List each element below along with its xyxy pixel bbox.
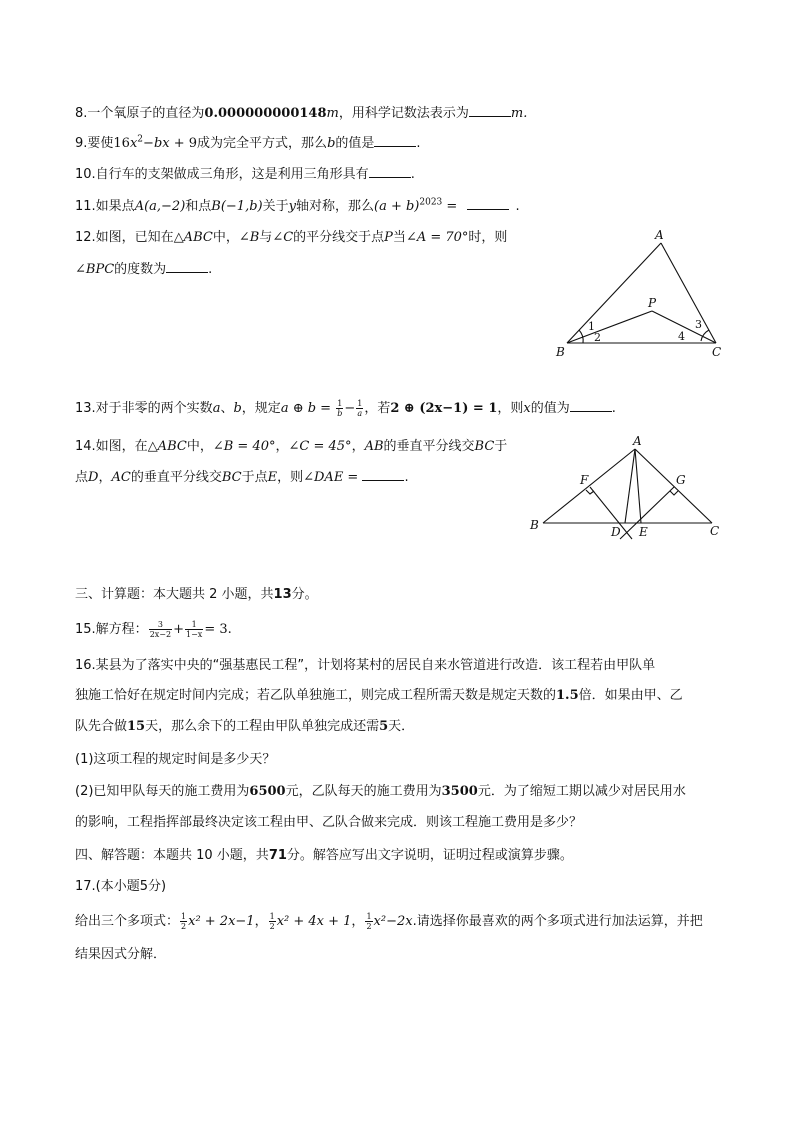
label-angle-2: 2	[594, 331, 601, 344]
label-d: D	[611, 525, 621, 539]
question-10: 10.自行车的支架做成三角形，这是利用三角形具有 .	[75, 164, 415, 185]
question-15: 15.解方程： $\frac{3}{2x-2}$ + $\frac{1}{1-x}$ = 3.	[75, 620, 232, 639]
side-ac	[661, 243, 716, 343]
question-16-part-2: (2)已知甲队每天的施工费用为6500元，乙队每天的施工费用为3500元．为了缩短工期以减少对居民用水	[75, 784, 686, 799]
question-17-line-2: 结果因式分解．	[75, 947, 167, 962]
fraction-1-over-b: $\frac{1}{b}$	[337, 399, 343, 418]
question-12-line-1: 12.如图，已知在△ABC中，∠B与∠C的平分线交于点P当∠A = 70°时，则	[75, 230, 508, 245]
label-a: A	[633, 434, 642, 448]
question-16-part-1: (1)这项工程的规定时间是多少天？	[75, 752, 276, 767]
segment-ae	[635, 449, 641, 523]
label-p: P	[648, 296, 657, 310]
section-4-heading: 四、解答题：本题共 10 小题，共71分。解答应写出文字说明，证明过程或演算步骤。	[75, 848, 573, 863]
section-3-heading: 三、计算题：本大题共 2 小题，共13分。	[75, 587, 318, 602]
question-16-line-2: 独施工恰好在规定时间内完成；若乙队单独施工，则完成工程所需天数是规定天数的1.5倍．如果由甲、乙	[75, 688, 683, 703]
fraction-1-over-1-x: $\frac{1}{1-x}$	[186, 620, 203, 639]
side-ac	[635, 449, 712, 523]
label-angle-4: 4	[678, 330, 685, 343]
question-14-line-1: 14.如图，在△ABC中，∠B = 40°，∠C = 45°，AB的垂直平分线交BC于	[75, 439, 508, 454]
side-ab	[567, 243, 661, 343]
answer-blank[interactable]	[166, 259, 208, 273]
right-angle-mark-g	[670, 491, 678, 495]
fraction-one-half: $\frac{1}{2}$	[181, 912, 187, 931]
figure-12-triangle	[548, 225, 738, 360]
segment-ad	[625, 449, 635, 523]
question-17-heading: 17.(本小题5分)	[75, 879, 167, 894]
label-g: G	[676, 473, 686, 487]
question-16-line-3: 队先合做15天，那么余下的工程由甲队单独完成还需5天．	[75, 719, 415, 734]
question-17-line-1: 给出三个多项式： $\frac{1}{2}$ x² + 2x−1， $\frac{1}{2}$ x² + 4x + 1， $\frac{1}{2}$ x²−2x.请选择你最喜欢的两个多项式进行加法运算，并把	[75, 912, 703, 931]
question-16-line-1: 16.某县为了落实中央的“强基惠民工程”，计划将某村的居民自来水管道进行改造．该工程若由甲队单	[75, 658, 656, 673]
answer-blank[interactable]	[362, 467, 404, 481]
question-12-line-2: ∠BPC的度数为 .	[75, 259, 212, 280]
angle-arc-b	[579, 330, 583, 343]
label-angle-1: 1	[588, 320, 595, 333]
label-b: B	[530, 518, 539, 532]
answer-blank[interactable]	[374, 133, 416, 147]
label-f: F	[580, 473, 589, 487]
question-13: 13.对于非零的两个实数a、b，规定a ⊕ b = $\frac{1}{b}$ − $\frac{1}{a}$ ，若2 ⊕ (2x−1) = 1，则x的值为 .	[75, 399, 616, 418]
fraction-one-half: $\frac{1}{2}$	[269, 912, 275, 931]
side-ab	[543, 449, 635, 523]
fraction-1-over-a: $\frac{1}{a}$	[357, 399, 363, 418]
label-b: B	[556, 345, 565, 359]
question-9: 9.要使$16x^2-bx + 9$成为完全平方式，那么b的值是 .	[75, 134, 421, 151]
fraction-3-over-2x-2: $\frac{3}{2x-2}$	[149, 620, 172, 639]
fraction-one-half: $\frac{1}{2}$	[366, 912, 372, 931]
answer-blank[interactable]	[467, 196, 509, 210]
answer-blank[interactable]	[469, 103, 511, 117]
question-8: 8.一个氧原子的直径为0.000000000148m，用科学记数法表示为 m.	[75, 103, 527, 124]
answer-blank[interactable]	[369, 164, 411, 178]
question-14-line-2: 点D，AC的垂直平分线交BC于点E，则∠DAE = .	[75, 467, 409, 488]
label-angle-3: 3	[695, 318, 702, 331]
label-a: A	[655, 228, 664, 242]
question-16-part-2-line-2: 的影响，工程指挥部最终决定该工程由甲、乙队合做来完成．则该工程施工费用是多少？	[75, 815, 583, 830]
label-c: C	[712, 345, 722, 359]
figure-14-triangle	[522, 432, 732, 542]
label-e: E	[639, 525, 648, 539]
label-c: C	[710, 524, 720, 538]
question-11: 11.如果点A(a,−2)和点B(−1,b)关于y轴对称，那么$(a + b)^{2023}$ = .	[75, 197, 520, 214]
answer-blank[interactable]	[570, 398, 612, 412]
segment-bp	[567, 311, 652, 343]
